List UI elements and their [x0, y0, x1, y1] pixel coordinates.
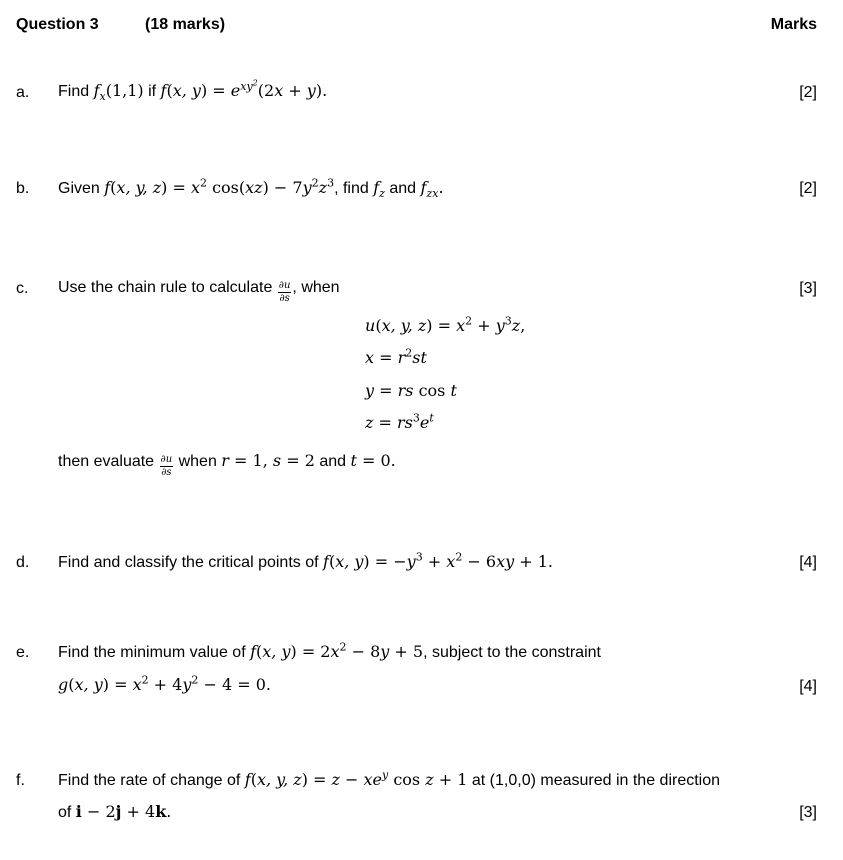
part-e-marks: [4] [799, 678, 817, 695]
part-b-text: Given f(x, y, $z) = x^2$ $\cos(xz) - 7y^2z^3$, find $f_z$ and $f_{zx}$. [58, 176, 444, 201]
part-f-direction: of i − 2j + 4k. [58, 802, 172, 821]
part-e-label: e. [16, 644, 30, 661]
part-a-label: a. [16, 84, 30, 101]
part-c-label: c. [16, 280, 29, 297]
part-c-evaluate-text: then evaluate $\frac{\partial u}{\partial s}$ when r = 1, s = 2 and t = 0. [58, 451, 396, 478]
part-f-label: f. [16, 772, 25, 789]
part-c-text: Use the chain rule to calculate $\frac{\partial u}{\partial s}$ , when [58, 279, 340, 304]
part-b-marks: [2] [799, 180, 817, 197]
part-c-equation-y: y = rs cos t [365, 381, 457, 400]
part-c-equation-u: u(x, y, $z) = x^2 + y^3z$, [365, 314, 526, 335]
part-a-text: Find $f_x(1,1)$ if f(x, $y) = e^{xy^2}(2x + y)$. [58, 78, 328, 104]
question-total-marks: (18 marks) [145, 16, 226, 33]
part-d-marks: [4] [799, 554, 817, 571]
part-e-constraint: g(x, $y) = x^2 + 4y^2 - 4 = 0$. [58, 673, 272, 694]
part-d-label: d. [16, 554, 30, 571]
part-f-marks: [3] [799, 804, 817, 821]
part-d-text: Find and classify the critical points of f(x, $y) = -y^3 + x^2 - 6xy + 1$. [58, 550, 553, 571]
part-e-text: Find the minimum value of f(x, $y) = 2x^2 - 8y + 5$, subject to the constraint [58, 640, 601, 661]
marks-heading: Marks [770, 16, 817, 33]
part-c-marks: [3] [799, 280, 817, 297]
part-c-equation-z: $z = rs^3e^t$ [365, 411, 434, 432]
part-c-equation-x: $x = r^2st$ [365, 346, 427, 367]
part-a-marks: [2] [799, 84, 817, 101]
part-b-label: b. [16, 180, 30, 197]
part-f-text: Find the rate of change of f(x, y, $z) = z - xe^y$ cos z + 1 at (1,0,0) measured in the direction [58, 768, 721, 789]
question-title: Question 3 [16, 16, 99, 33]
